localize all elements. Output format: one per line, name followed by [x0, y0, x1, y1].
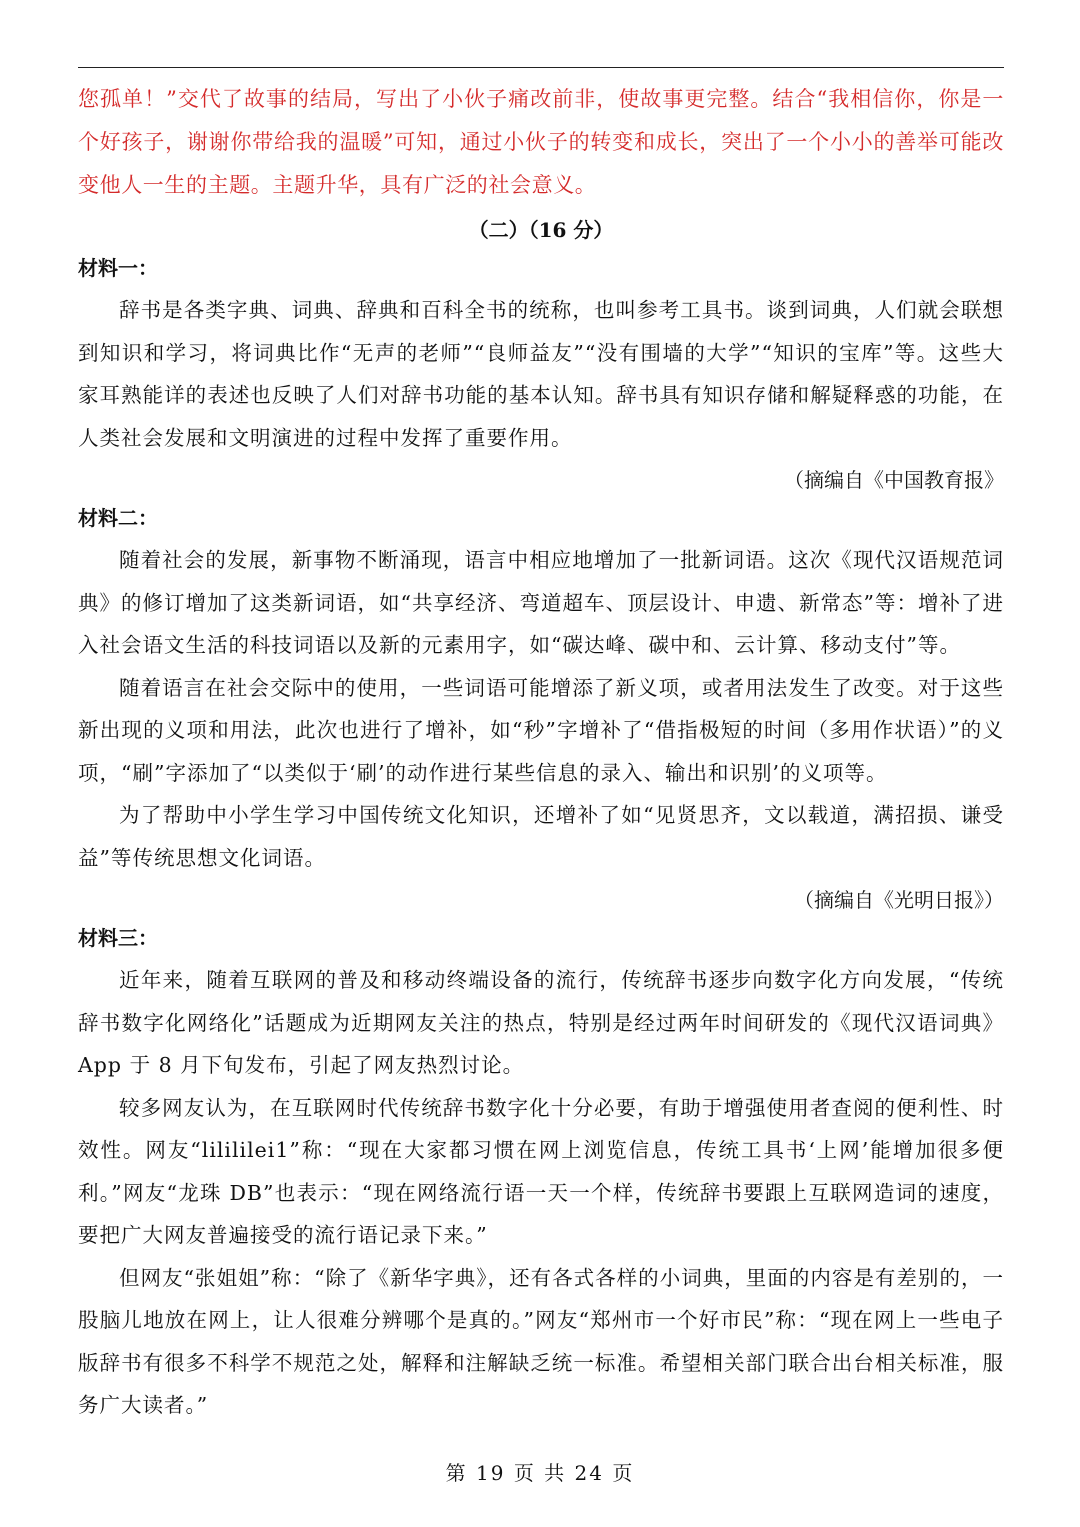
paragraph: 辞书是各类字典、词典、辞典和百科全书的统称，也叫参考工具书。谈到词典，人们就会联想到知识和学习，将词典比作“无声的老师”“良师益友”“没有围墙的大学”“知识的宝库”等。这些大家耳熟能详的表述也反映了人们对辞书功能的基本认知。辞书具有知识存储和解疑释惑的功能，在人类社会发展和文明演进的过程中发挥了重要作用。 [78, 298, 1004, 450]
document-page [78, 0, 1004, 1527]
paragraph: 较多网友认为，在互联网时代传统辞书数字化十分必要，有助于增强使用者查阅的便利性、时效性。网友“lilililei1”称：“现在大家都习惯在网上浏览信息，传统工具书‘上网’能增加很多便利。”网友“龙珠 DB”也表示：“现在网络流行语一天一个样，传统辞书要跟上互联网造词的速度，要把广大网友普遍接受的流行语记录下来。” [78, 1095, 1004, 1247]
material-3 [78, 923, 1004, 1427]
paragraph: 为了帮助中小学生学习中国传统文化知识，还增补了如“见贤思齐，文以载道，满招损、谦受益”等传统思想文化词语。 [78, 803, 1004, 870]
source-citation: （摘编自《光明日报》） [794, 888, 1004, 912]
paragraph: 随着语言在社会交际中的使用，一些词语可能增添了新义项，或者用法发生了改变。对于这些新出现的义项和用法，此次也进行了增补，如“秒”字增补了“借指极短的时间（多用作状语）”的义项，“刷”字添加了“以类似于‘刷’的动作进行某些信息的录入、输出和识别’的义项等。 [78, 675, 1004, 785]
source-citation: （摘编自《中国教育报》 [784, 468, 1004, 492]
header-rule [78, 67, 1004, 68]
answer-continuation: 您孤单！”交代了故事的结局，写出了小伙子痛改前非，使故事更完整。结合“我相信你，你是一个好孩子，谢谢你带给我的温暖”可知，通过小伙子的转变和成长，突出了一个小小的善举可能改变他人一生的主题。主题升华，具有广泛的社会意义。 [78, 87, 1004, 197]
page-content [78, 78, 1004, 1427]
material-1 [78, 253, 1004, 495]
paragraph: 近年来，随着互联网的普及和移动终端设备的流行，传统辞书逐步向数字化方向发展，“传统辞书数字化网络化”话题成为近期网友关注的热点，特别是经过两年时间研发的《现代汉语词典》App 于 8 月下旬发布，引起了网友热烈讨论。 [78, 968, 1004, 1077]
material-label: 材料二： [78, 506, 158, 530]
material-2 [78, 503, 1004, 915]
paragraph: 但网友“张姐姐”称：“除了《新华字典》，还有各式各样的小词典，里面的内容是有差别的，一股脑儿地放在网上，让人很难分辨哪个是真的。”网友“郑州市一个好市民”称：“现在网上一些电子版辞书有很多不科学不规范之处，解释和注解缺乏统一标准。希望相关部门联合出台相关标准，服务广大读者。” [78, 1265, 1004, 1417]
paragraph: 随着社会的发展，新事物不断涌现，语言中相应地增加了一批新词语。这次《现代汉语规范词典》的修订增加了这类新词语，如“共享经济、弯道超车、顶层设计、申遗、新常态”等：增补了进入社会语文生活的科技词语以及新的元素用字，如“碳达峰、碳中和、云计算、移动支付”等。 [78, 548, 1004, 657]
material-label: 材料一： [78, 256, 158, 280]
section-title: （二）（16 分） [468, 218, 614, 242]
page-number-footer: 第 19 页 共 24 页 [445, 1461, 635, 1485]
material-label: 材料三： [78, 926, 158, 950]
